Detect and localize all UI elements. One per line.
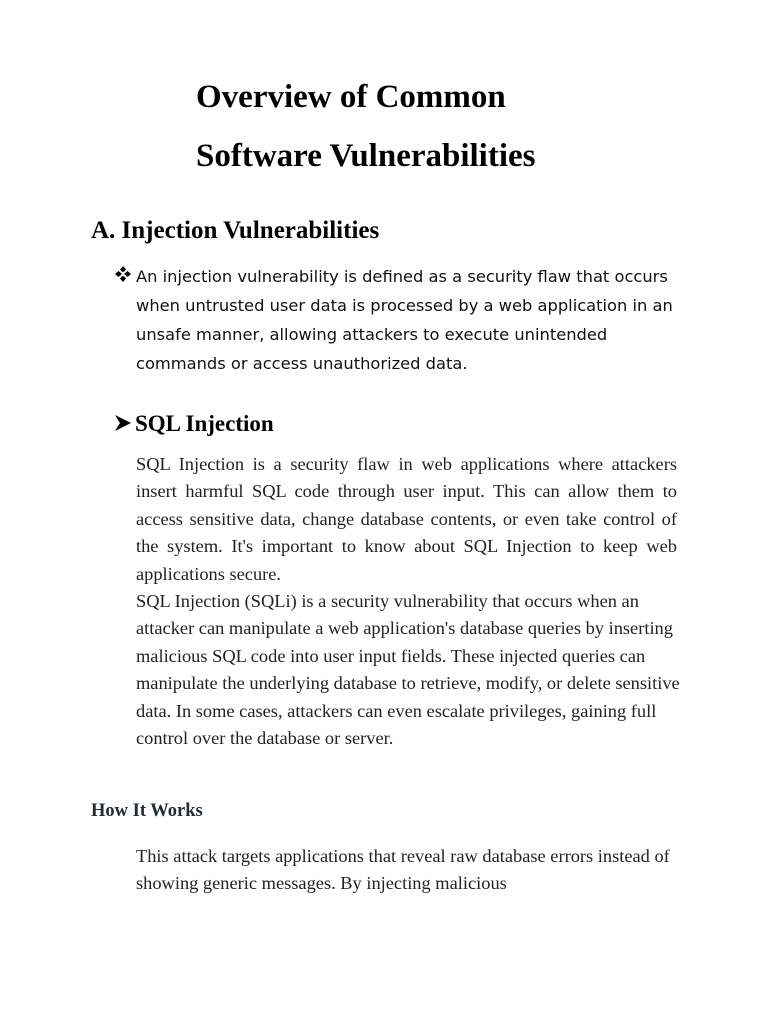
arrow-bullet-icon xyxy=(114,414,132,432)
section-heading-injection: A. Injection Vulnerabilities xyxy=(91,217,380,244)
bullet-text: An injection vulnerability is defined as a security flaw that occurs when untrusted user data is processed by a web application in an unsafe manner, allowing attackers to execute unintended commands or access unauthorized data. xyxy=(136,267,673,373)
subheading-sql-injection-label: SQL Injection xyxy=(135,411,274,436)
how-it-works-heading: How It Works xyxy=(91,801,203,821)
sql-paragraph-1: SQL Injection is a security flaw in web applications where attackers insert harmful SQL code through user input. This can allow them to access sensitive data, change database contents, or even take control of the system. It's important to know about SQL Injection to keep web applications secure. xyxy=(136,454,677,584)
title-line-1: Overview of Common xyxy=(196,79,506,115)
title-line-2: Software Vulnerabilities xyxy=(196,138,536,174)
subheading-sql-injection xyxy=(114,407,274,441)
document-title xyxy=(196,68,536,186)
four-diamond-bullet-icon xyxy=(114,265,132,283)
sql-paragraph-2: SQL Injection (SQLi) is a security vulnerability that occurs when an attacker can manipulate a web application's database queries by inserting malicious SQL code into user input fields. These injected queries can manipulate the underlying database to retrieve, modify, or delete sensitive data. In some cases, attackers can even escalate privileges, gaining full control over the database or server. xyxy=(136,591,680,749)
how-it-works-paragraph: This attack targets applications that reveal raw database errors instead of showing generic messages. By injecting malicious xyxy=(136,846,670,894)
